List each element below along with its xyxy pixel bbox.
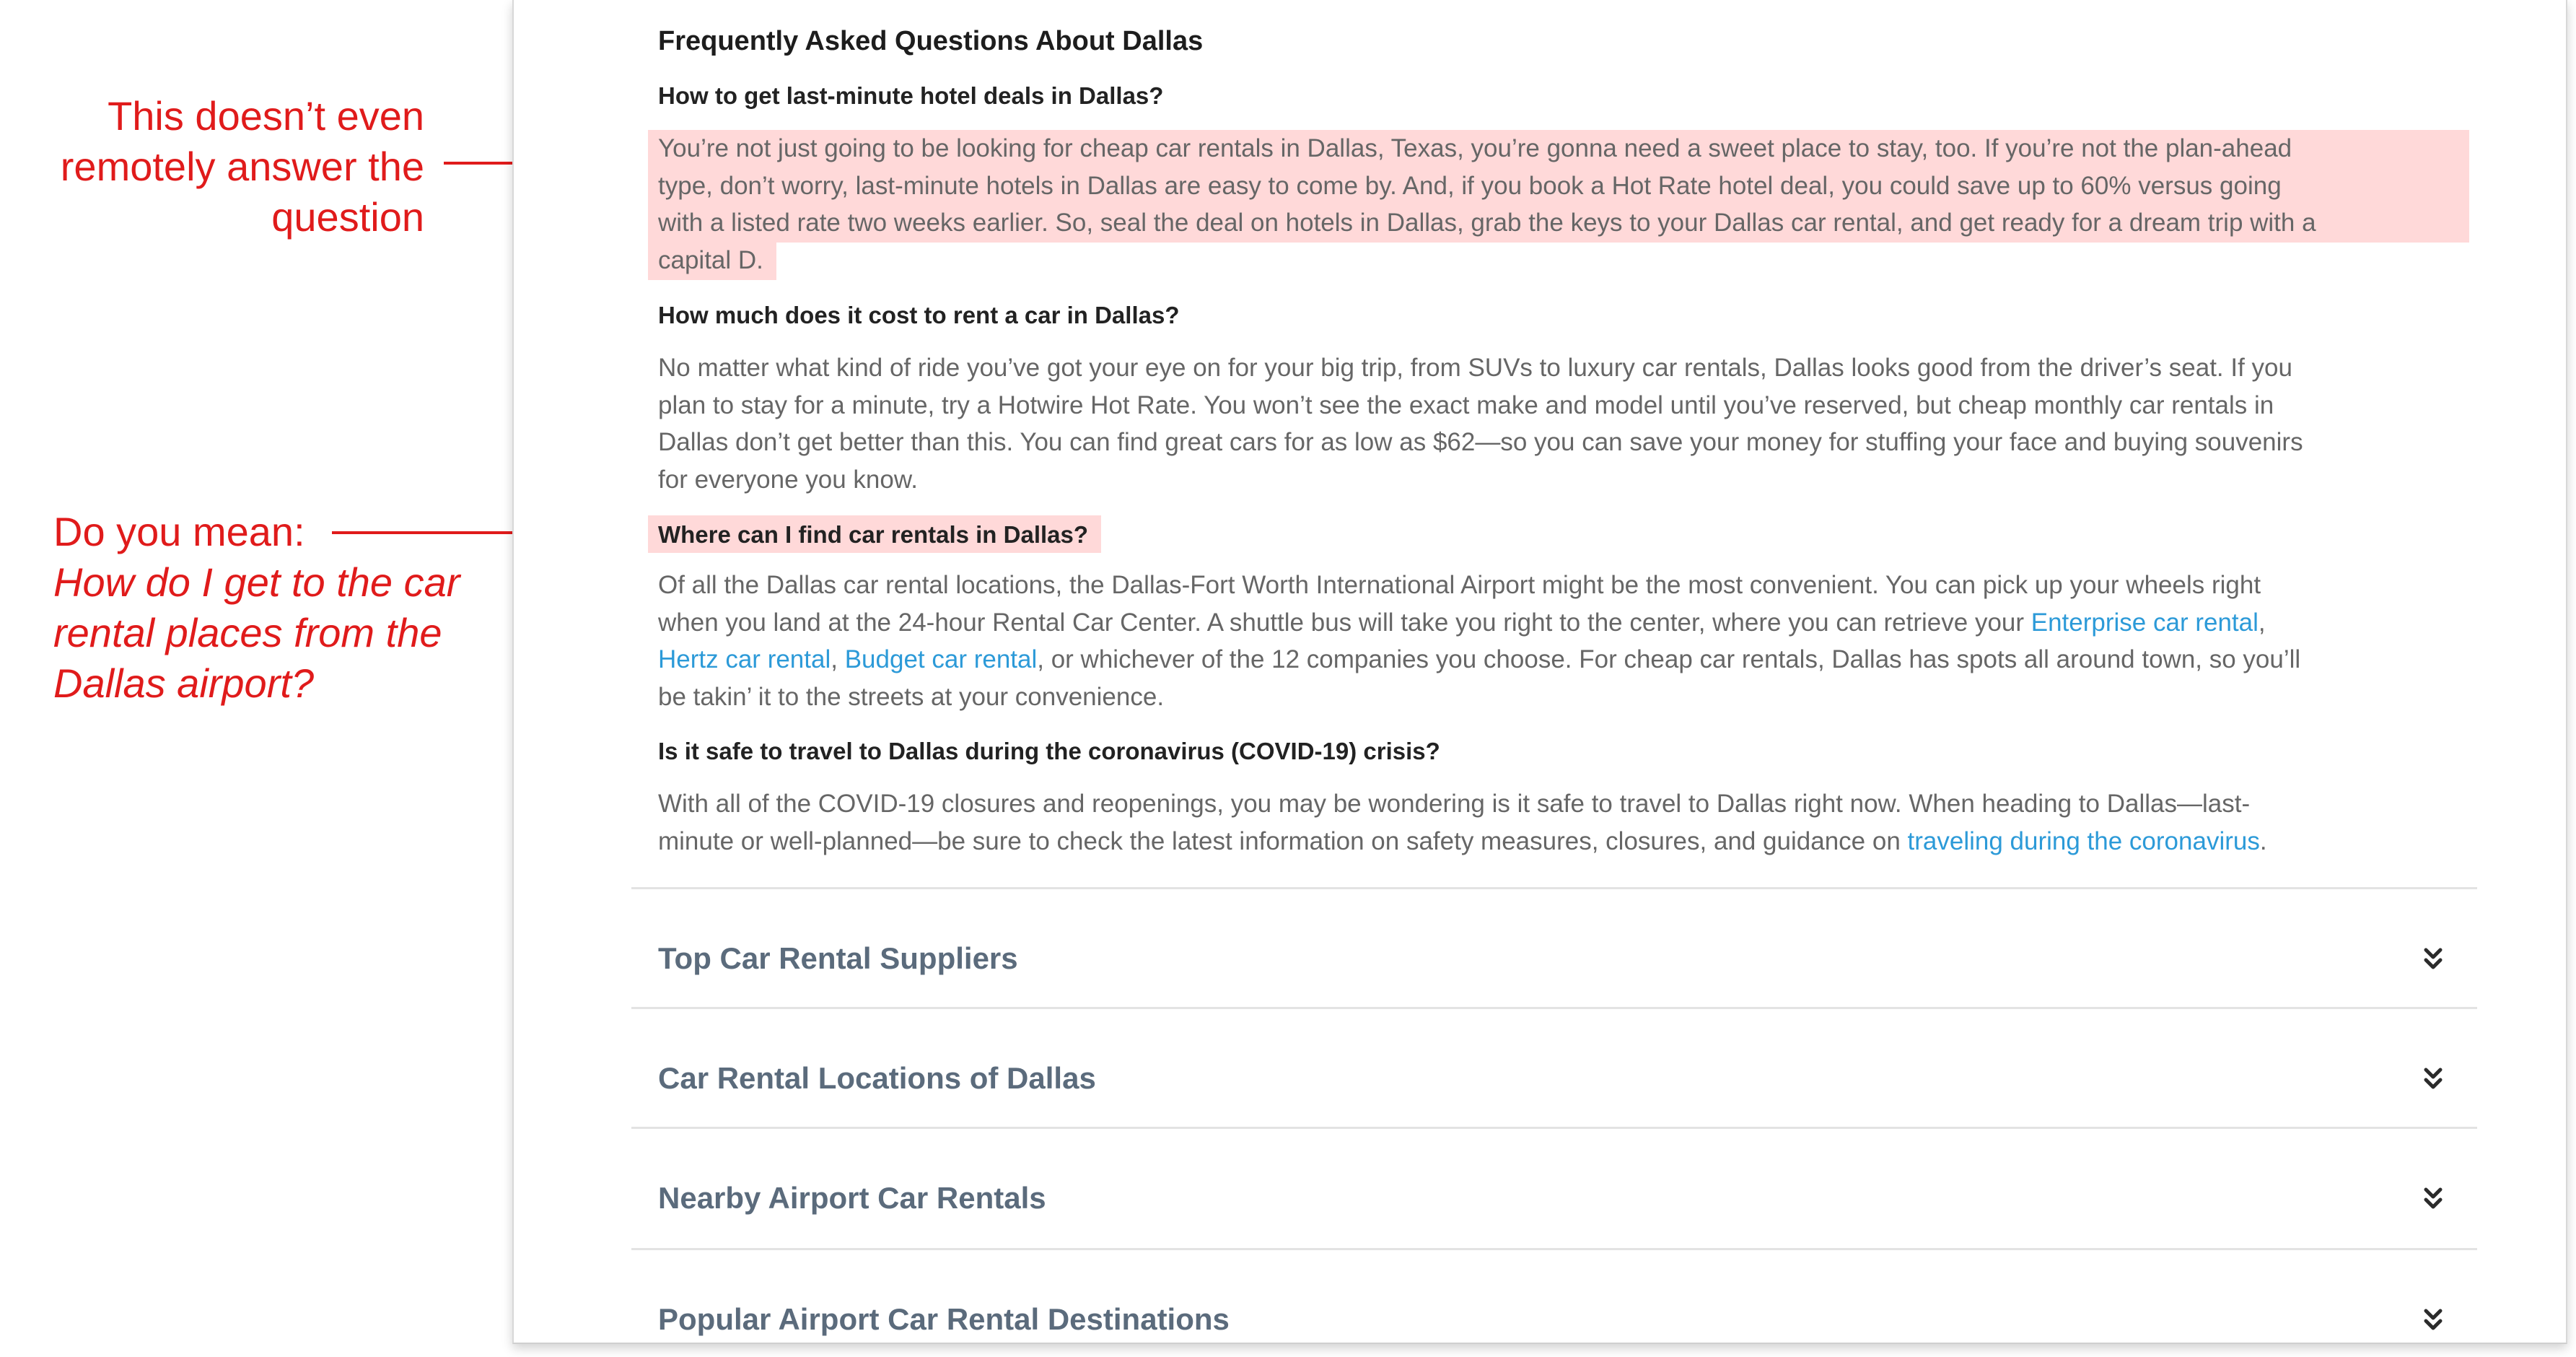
answer-line: Dallas don’t get better than this. You can find great cars for as low as $62—so you can save your money for stuffing your face and buying souvenirs [658,428,2303,456]
answer-text: , [2258,608,2266,637]
annotation-line: rental places from the [53,610,442,655]
faq-question-find-rentals: Where can I find car rentals in Dallas? [658,521,1089,548]
accordion-nearby-airport[interactable]: Nearby Airport Car Rentals [658,1181,1046,1215]
faq-answer-cost [658,349,2469,498]
chevron-double-down-icon[interactable] [2423,1067,2443,1091]
answer-line: type, don’t worry, last-minute hotels in Dallas are easy to come by. And, if you book a Hot Rate hotel deal, you could save up to 60% versus going [658,171,2282,200]
accordion-top-suppliers[interactable]: Top Car Rental Suppliers [658,941,1018,975]
answer-text: , or whichever of the 12 companies you choose. For cheap car rentals, Dallas has spots all around town, so you’ll [1037,645,2301,673]
faq-question-cost: How much does it cost to rent a car in Dallas? [658,302,1180,328]
faq-answer-find-rentals [658,567,2469,715]
answer-line: No matter what kind of ride you’ve got your eye on for your big trip, from SUVs to luxury car rentals, Dallas looks good from the driver’s seat. If you [658,354,2292,382]
answer-text: when you land at the 24-hour Rental Car Center. A shuttle bus will take you right to the center, where you can retrieve your [658,608,2031,637]
chevron-double-down-icon[interactable] [2423,1187,2443,1211]
annotation-line: remotely answer the [60,144,424,189]
divider [631,1007,2477,1009]
answer-line: Of all the Dallas car rental locations, the Dallas-Fort Worth International Airport might be the most convenient. You can pick up your wheels right [658,571,2261,599]
faq-answer-covid [658,785,2469,860]
annotation-line: This doesn’t even [108,93,424,139]
answer-line: You’re not just going to be looking for cheap car rentals in Dallas, Texas, you’re gonna need a sweet place to stay, too. If you’re not the plan-ahead [658,134,2292,162]
annotation-line: How do I get to the car [53,559,460,605]
faq-answer-hotel-deals [658,130,2469,279]
accordion-rental-locations[interactable]: Car Rental Locations of Dallas [658,1061,1096,1095]
answer-line: capital D. [658,245,763,274]
answer-line: for everyone you know. [658,465,918,494]
faq-question-covid: Is it safe to travel to Dallas during the coronavirus (COVID-19) crisis? [658,738,1440,764]
answer-text: , [831,645,845,673]
annotation-lead: Do you mean: [53,509,305,554]
divider [631,1248,2477,1250]
enterprise-link[interactable]: Enterprise car rental [2030,608,2259,637]
answer-text: . [2259,826,2267,855]
faq-title: Frequently Asked Questions About Dallas [658,26,1204,56]
annotation-line: Dallas airport? [53,660,315,706]
answer-line: With all of the COVID-19 closures and reopenings, you may be wondering is it safe to travel to Dallas right now. When heading to Dallas—last- [658,790,2251,818]
chevron-double-down-icon[interactable] [2423,947,2443,972]
budget-link[interactable]: Budget car rental [844,645,1038,673]
answer-line [658,823,2469,860]
chevron-double-down-icon[interactable] [2423,1308,2443,1332]
faq-question-hotel-deals: How to get last-minute hotel deals in Dallas? [658,82,1164,109]
divider [631,887,2477,889]
hertz-link[interactable]: Hertz car rental [658,645,831,673]
answer-line [658,641,2469,678]
answer-text: minute or well-planned—be sure to check the latest information on safety measures, closures, and guidance on [658,826,1908,855]
annotation-line: question [271,194,424,240]
answer-line: with a listed rate two weeks earlier. So, seal the deal on hotels in Dallas, grab the keys to your Dallas car rental, and get ready for a dream trip with a [658,209,2316,237]
divider [631,1127,2477,1129]
answer-line [658,604,2469,642]
coronavirus-travel-link[interactable]: traveling during the coronavirus [1907,826,2260,855]
accordion-popular-destinations[interactable]: Popular Airport Car Rental Destinations [658,1302,1230,1336]
answer-line: plan to stay for a minute, try a Hotwire Hot Rate. You won’t see the exact make and model until you’ve reserved, but cheap monthly car rentals in [658,390,2274,419]
answer-line: be takin’ it to the streets at your convenience. [658,682,1165,711]
